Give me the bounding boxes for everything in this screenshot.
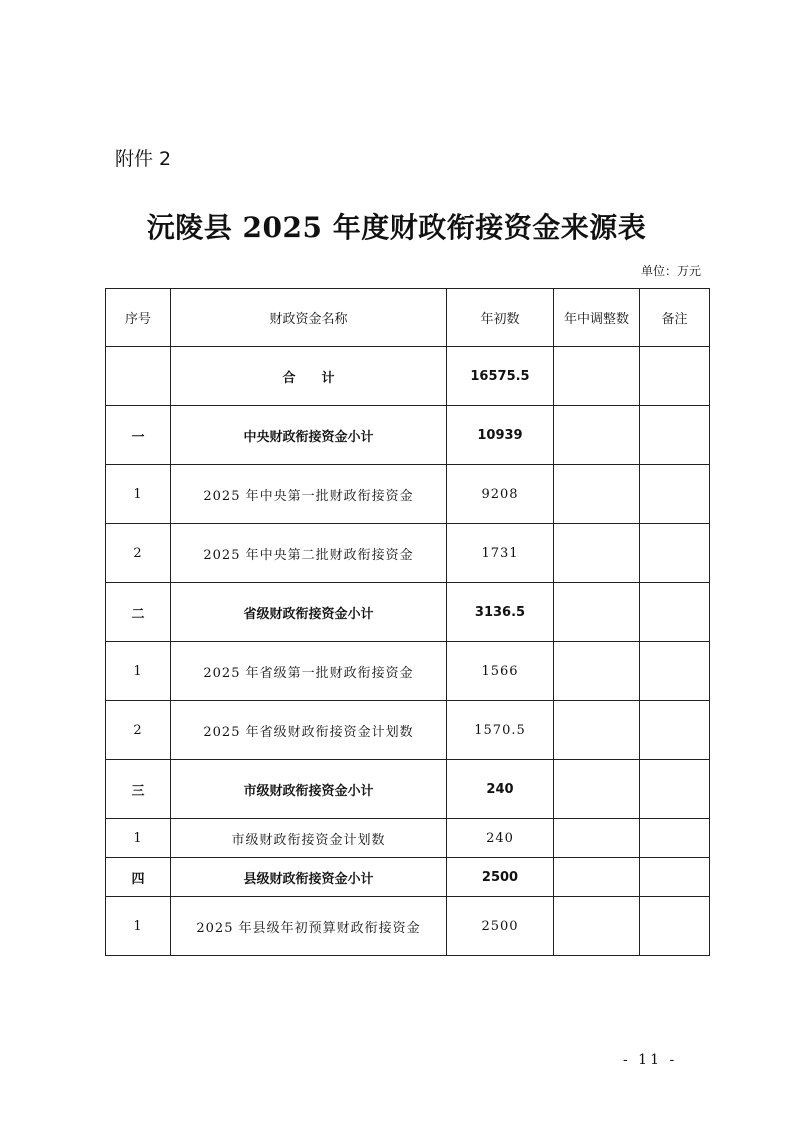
cell-name: 2025 年省级财政衔接资金计划数: [171, 701, 447, 760]
header-initial-amount: 年初数: [447, 289, 554, 347]
cell-note: [640, 858, 710, 897]
cell-note: [640, 465, 710, 524]
cell-seq: 2: [106, 701, 171, 760]
cell-name: 市级财政衔接资金小计: [171, 760, 447, 819]
cell-seq: 2: [106, 524, 171, 583]
cell-amount: 1566: [447, 642, 554, 701]
cell-note: [640, 524, 710, 583]
cell-seq: 三: [106, 760, 171, 819]
cell-seq: 1: [106, 642, 171, 701]
cell-amount: 1731: [447, 524, 554, 583]
cell-name: 2025 年县级年初预算财政衔接资金: [171, 897, 447, 956]
cell-adjust: [554, 858, 640, 897]
table-row: [106, 701, 710, 760]
cell-name: 2025 年中央第一批财政衔接资金: [171, 465, 447, 524]
cell-adjust: [554, 819, 640, 858]
page-number: - 11 -: [623, 1052, 678, 1068]
fund-source-table: [105, 288, 710, 956]
cell-seq: 一: [106, 406, 171, 465]
cell-seq: 1: [106, 819, 171, 858]
cell-name: 市级财政衔接资金计划数: [171, 819, 447, 858]
table-row: [106, 858, 710, 897]
cell-amount: 240: [447, 819, 554, 858]
header-name: 财政资金名称: [171, 289, 447, 347]
table-row: [106, 897, 710, 956]
cell-adjust: [554, 347, 640, 406]
cell-adjust: [554, 701, 640, 760]
table-row: [106, 583, 710, 642]
cell-name: 合 计: [171, 347, 447, 406]
cell-note: [640, 897, 710, 956]
cell-adjust: [554, 642, 640, 701]
cell-seq: 1: [106, 897, 171, 956]
cell-amount: 2500: [447, 897, 554, 956]
cell-amount: 240: [447, 760, 554, 819]
cell-seq: 1: [106, 465, 171, 524]
table-header-row: [106, 289, 710, 347]
table-row: [106, 465, 710, 524]
document-title: 沅陵县 2025 年度财政衔接资金来源表: [146, 211, 647, 244]
cell-name: 省级财政衔接资金小计: [171, 583, 447, 642]
cell-seq: 四: [106, 858, 171, 897]
cell-note: [640, 819, 710, 858]
cell-name: 2025 年省级第一批财政衔接资金: [171, 642, 447, 701]
cell-adjust: [554, 897, 640, 956]
cell-adjust: [554, 406, 640, 465]
cell-amount: 9208: [447, 465, 554, 524]
header-midyear-adjust: 年中调整数: [554, 289, 640, 347]
table-row: [106, 524, 710, 583]
cell-adjust: [554, 524, 640, 583]
cell-note: [640, 347, 710, 406]
cell-adjust: [554, 465, 640, 524]
cell-adjust: [554, 760, 640, 819]
cell-amount: 16575.5: [447, 347, 554, 406]
cell-note: [640, 583, 710, 642]
cell-amount: 2500: [447, 858, 554, 897]
table-row: [106, 406, 710, 465]
table-row: [106, 642, 710, 701]
table-row: [106, 819, 710, 858]
header-note: 备注: [640, 289, 710, 347]
table-row: [106, 347, 710, 406]
cell-name: 中央财政衔接资金小计: [171, 406, 447, 465]
cell-amount: 3136.5: [447, 583, 554, 642]
cell-amount: 1570.5: [447, 701, 554, 760]
cell-note: [640, 701, 710, 760]
cell-note: [640, 642, 710, 701]
cell-note: [640, 406, 710, 465]
attachment-label: 附件 2: [115, 148, 172, 170]
unit-label: 单位：万元: [640, 264, 701, 278]
table-row: [106, 760, 710, 819]
header-seq: 序号: [106, 289, 171, 347]
cell-seq: [106, 347, 171, 406]
cell-name: 2025 年中央第二批财政衔接资金: [171, 524, 447, 583]
cell-name: 县级财政衔接资金小计: [171, 858, 447, 897]
cell-seq: 二: [106, 583, 171, 642]
cell-amount: 10939: [447, 406, 554, 465]
cell-adjust: [554, 583, 640, 642]
cell-note: [640, 760, 710, 819]
